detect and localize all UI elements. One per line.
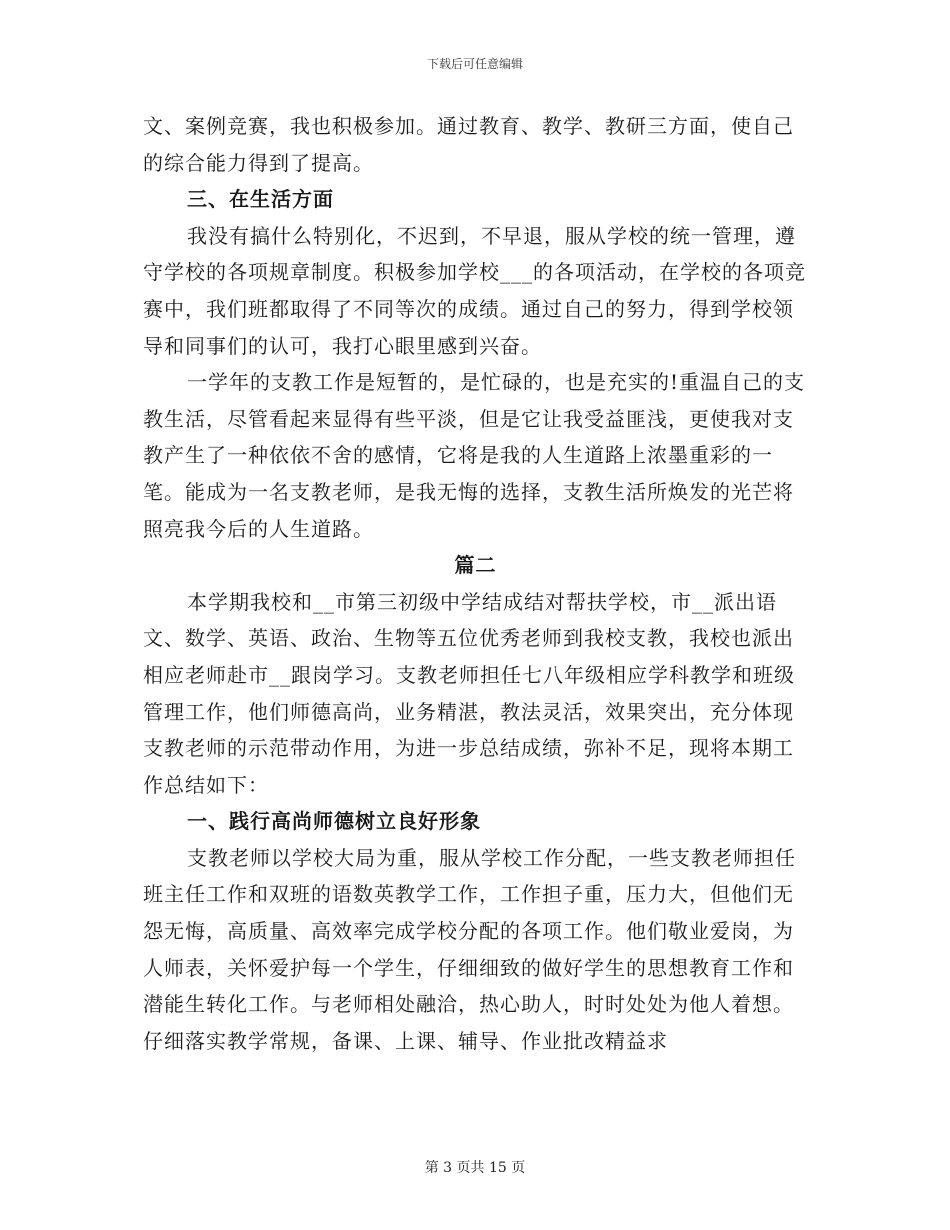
paragraph-intro: 本学期我校和__市第三初级中学结成结对帮扶学校，市__派出语文、数学、英语、政治、生物等五位优秀老师到我校支教，我校也派出相应老师赴市__跟岗学习。支教老师担任七八年级相应学科教学和班级管理工作，他们师德高尚，业务精湛，教法灵活，效果突出，充分体现支教老师的示范带动作用，为进一步总结成绩，弥补不足，现将本期工作总结如下： (143, 589, 795, 797)
page-header: 下载后可任意编辑 (426, 57, 523, 71)
page-footer: 第 3 页共 15 页 (424, 1160, 526, 1176)
document-body (143, 108, 808, 1059)
part-title: 篇二 (454, 553, 497, 578)
paragraph-summary: 一学年的支教工作是短暂的，是忙碌的，也是充实的!重温自己的支教生活，尽管看起来显得有些平淡，但是它让我受益匪浅，更使我对支教产生了一种依依不舍的感情，它将是我的人生道路上浓墨重彩的一笔。能成为一名支教老师，是我无悔的选择，支教生活所焕发的光芒将照亮我今后的人生道路。 (143, 370, 806, 541)
section-heading-ethics: 一、践行高尚师德树立良好形象 (187, 809, 481, 834)
paragraph-continuation: 文、案例竞赛，我也积极参加。通过教育、教学、教研三方面，使自己的综合能力得到了提高。 (143, 114, 794, 175)
paragraph-ethics: 支教老师以学校大局为重，服从学校工作分配，一些支教老师担任班主任工作和双班的语数英教学工作，工作担子重，压力大，但他们无怨无悔，高质量、高效率完成学校分配的各项工作。他们敬业爱岗，为人师表，关怀爱护每一个学生，仔细细致的做好学生的思想教育工作和潜能生转化工作。与老师相处融洽，热心助人，时时处处为他人着想。仔细落实教学常规，备课、上课、辅导、作业批改精益求 (143, 845, 796, 1053)
section-heading-life: 三、在生活方面 (187, 187, 334, 212)
paragraph-life: 我没有搞什么特别化，不迟到，不早退，服从学校的统一管理，遵守学校的各项规章制度。积极参加学校___的各项活动，在学校的各项竞赛中，我们班都取得了不同等次的成绩。通过自己的努力，得到学校领导和同事们的认可，我打心眼里感到兴奋。 (143, 223, 806, 358)
